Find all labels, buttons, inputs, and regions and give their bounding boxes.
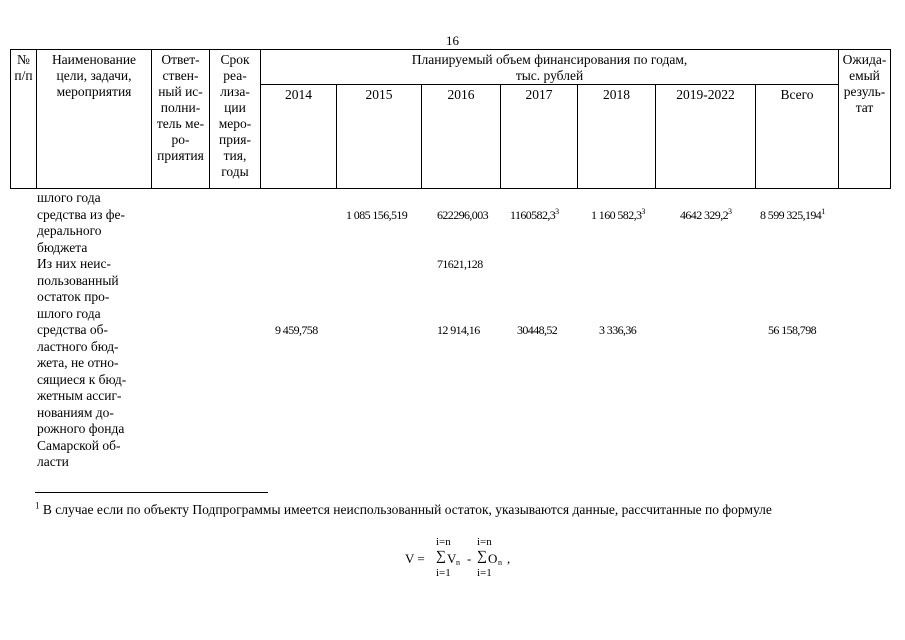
col-header-total: Всего xyxy=(756,85,839,189)
col-header-year: 2018 xyxy=(578,85,656,189)
formula-sum1-bottom: i=1 xyxy=(436,567,451,579)
financing-table-header xyxy=(10,49,891,189)
formula-sum1-symbol: ∑ xyxy=(436,549,446,564)
col-header-responsible: Ответ- ствен- ный ис- полни- тель ме- ро- приятия xyxy=(152,50,210,189)
formula-sum2-top: i=n xyxy=(477,536,492,548)
row-regional-label: средства об- ластного бюд- жета, не отно- сящиеся к бюд- жетным ассиг- нованиям до- рожного фонда Самарской об- ласти xyxy=(37,322,127,469)
cell-regional-2018: 3 336,36 xyxy=(599,323,637,337)
cell-federal-2018: 1 160 582,3$^3$ xyxy=(591,207,645,222)
row-unused-balance-label: Из них неис- пользованный остаток про- шлого года xyxy=(37,256,119,321)
page-number: 16 xyxy=(446,33,459,48)
footnote xyxy=(35,501,855,519)
col-header-year: 2015 xyxy=(337,85,422,189)
row-federal-label: шлого года средства из фе- дерального бюджета xyxy=(37,190,126,255)
col-header-name: Наименование цели, задачи, мероприятия xyxy=(37,50,152,189)
footnote-text: В случае если по объекту Подпрограммы имеется неиспользованный остаток, указываются данные, рассчитанные по формуле xyxy=(39,502,772,517)
col-header-financing: Планируемый объем финансирования по годам, тыс. рублей xyxy=(261,50,839,85)
formula-term1-sub: n xyxy=(456,558,460,567)
col-header-number: № п/п xyxy=(11,50,37,189)
cell-federal-2015: 1 085 156,519 xyxy=(346,208,408,222)
formula-term2: O xyxy=(488,551,498,566)
cell-federal-total: 8 599 325,194$^1$ xyxy=(760,207,825,222)
formula-sum1-top: i=n xyxy=(436,536,451,548)
cell-unused-2016: 71621,128 xyxy=(437,257,483,271)
col-header-year: 2016 xyxy=(422,85,501,189)
col-header-year: 2019-2022 xyxy=(656,85,756,189)
col-header-result: Ожида- емый резуль- тат xyxy=(839,50,891,189)
col-header-term: Срок реа- лиза- ции меро- прия- тия, годы xyxy=(210,50,261,189)
formula-term2-sub: n xyxy=(498,558,502,567)
formula-tail: , xyxy=(507,551,511,566)
formula-sum2-bottom: i=1 xyxy=(477,567,492,579)
cell-regional-2016: 12 914,16 xyxy=(437,323,480,337)
formula-term1: V xyxy=(447,551,457,566)
footnote-separator xyxy=(35,492,268,493)
cell-federal-2016: 622296,003 xyxy=(437,208,489,222)
col-header-year: 2014 xyxy=(261,85,337,189)
cell-regional-2017: 30448,52 xyxy=(517,323,558,337)
cell-regional-total: 56 158,798 xyxy=(768,323,817,337)
formula-sum2-symbol: ∑ xyxy=(477,549,487,564)
cell-federal-2019-2022: 4642 329,2$^3$ xyxy=(680,207,732,222)
footnote-marker: 1 xyxy=(35,500,40,511)
formula-minus: - xyxy=(467,551,472,566)
cell-federal-2017: 1160582,3$^3$ xyxy=(510,207,559,222)
col-header-year: 2017 xyxy=(501,85,578,189)
formula-lhs: V = xyxy=(405,551,425,566)
cell-regional-2014: 9 459,758 xyxy=(275,323,318,337)
